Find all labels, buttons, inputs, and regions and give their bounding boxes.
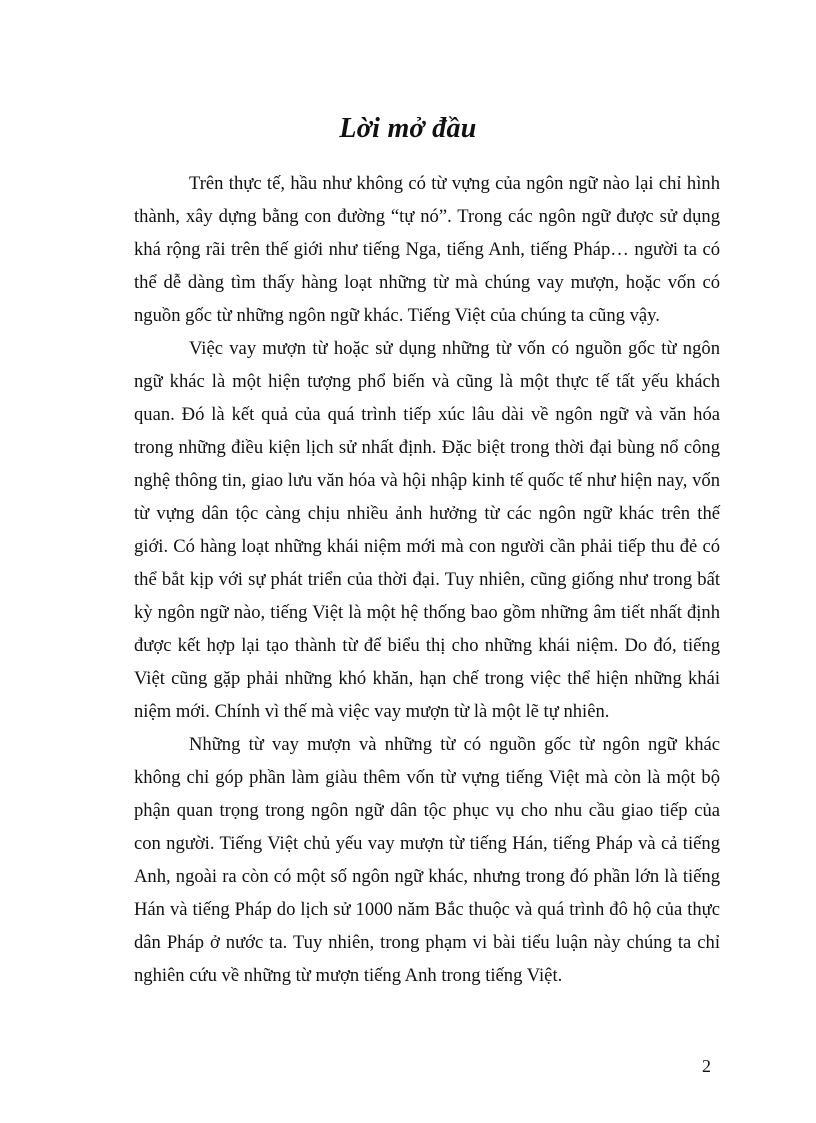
paragraph-scope: Những từ vay mượn và những từ có nguồn gốc từ ngôn ngữ khác không chỉ góp phần làm giàu thêm vốn từ vựng tiếng Việt mà còn là một bộ phận quan trọng trong ngôn ngữ dân tộc phục vụ cho nhu cầu giao tiếp của con người. Tiếng Việt chủ yếu vay mượn từ tiếng Hán, tiếng Pháp và cả tiếng Anh, ngoài ra còn có một số ngôn ngữ khác, nhưng trong đó phần lớn là tiếng Hán và tiếng Pháp do lịch sử 1000 năm Bắc thuộc và quá trình đô hộ của thực dân Pháp ở nước ta. Tuy nhiên, trong phạm vi bài tiểu luận này chúng ta chỉ nghiên cứu về những từ mượn tiếng Anh trong tiếng Việt.	[134, 734, 720, 986]
page-title: Lời mở đầu	[339, 112, 477, 144]
page-number: 2	[702, 1056, 711, 1076]
paragraph-borrowing: Việc vay mượn từ hoặc sử dụng những từ vốn có nguồn gốc từ ngôn ngữ khác là một hiện tượng phổ biến và cũng là một thực tế tất yếu khách quan. Đó là kết quả của quá trình tiếp xúc lâu dài về ngôn ngữ và văn hóa trong những điều kiện lịch sử nhất định. Đặc biệt trong thời đại bùng nổ công nghệ thông tin, giao lưu văn hóa và hội nhập kinh tế quốc tế như hiện nay, vốn từ vựng dân tộc càng chịu nhiều ảnh hưởng từ các ngôn ngữ khác trên thế giới. Có hàng loạt những khái niệm mới mà con người cần phải tiếp thu đẻ có thể bắt kịp với sự phát triển của thời đại. Tuy nhiên, cũng giống như trong bất kỳ ngôn ngữ nào, tiếng Việt là một hệ thống bao gồm những âm tiết nhất định được kết hợp lại tạo thành từ để biểu thị cho những khái niệm. Do đó, tiếng Việt cũng gặp phải những khó khăn, hạn chế trong việc thể hiện những khái niệm mới. Chính vì thế mà việc vay mượn từ là một lẽ tự nhiên.	[134, 338, 720, 722]
document-body	[134, 167, 720, 992]
paragraph-intro: Trên thực tế, hầu như không có từ vựng của ngôn ngữ nào lại chỉ hình thành, xây dựng bằng con đường “tự nó”. Trong các ngôn ngữ được sử dụng khá rộng rãi trên thế giới như tiếng Nga, tiếng Anh, tiếng Pháp… người ta có thể dễ dàng tìm thấy hàng loạt những từ mà chúng vay mượn, hoặc vốn có nguồn gốc từ những ngôn ngữ khác. Tiếng Việt của chúng ta cũng vậy.	[134, 173, 720, 326]
